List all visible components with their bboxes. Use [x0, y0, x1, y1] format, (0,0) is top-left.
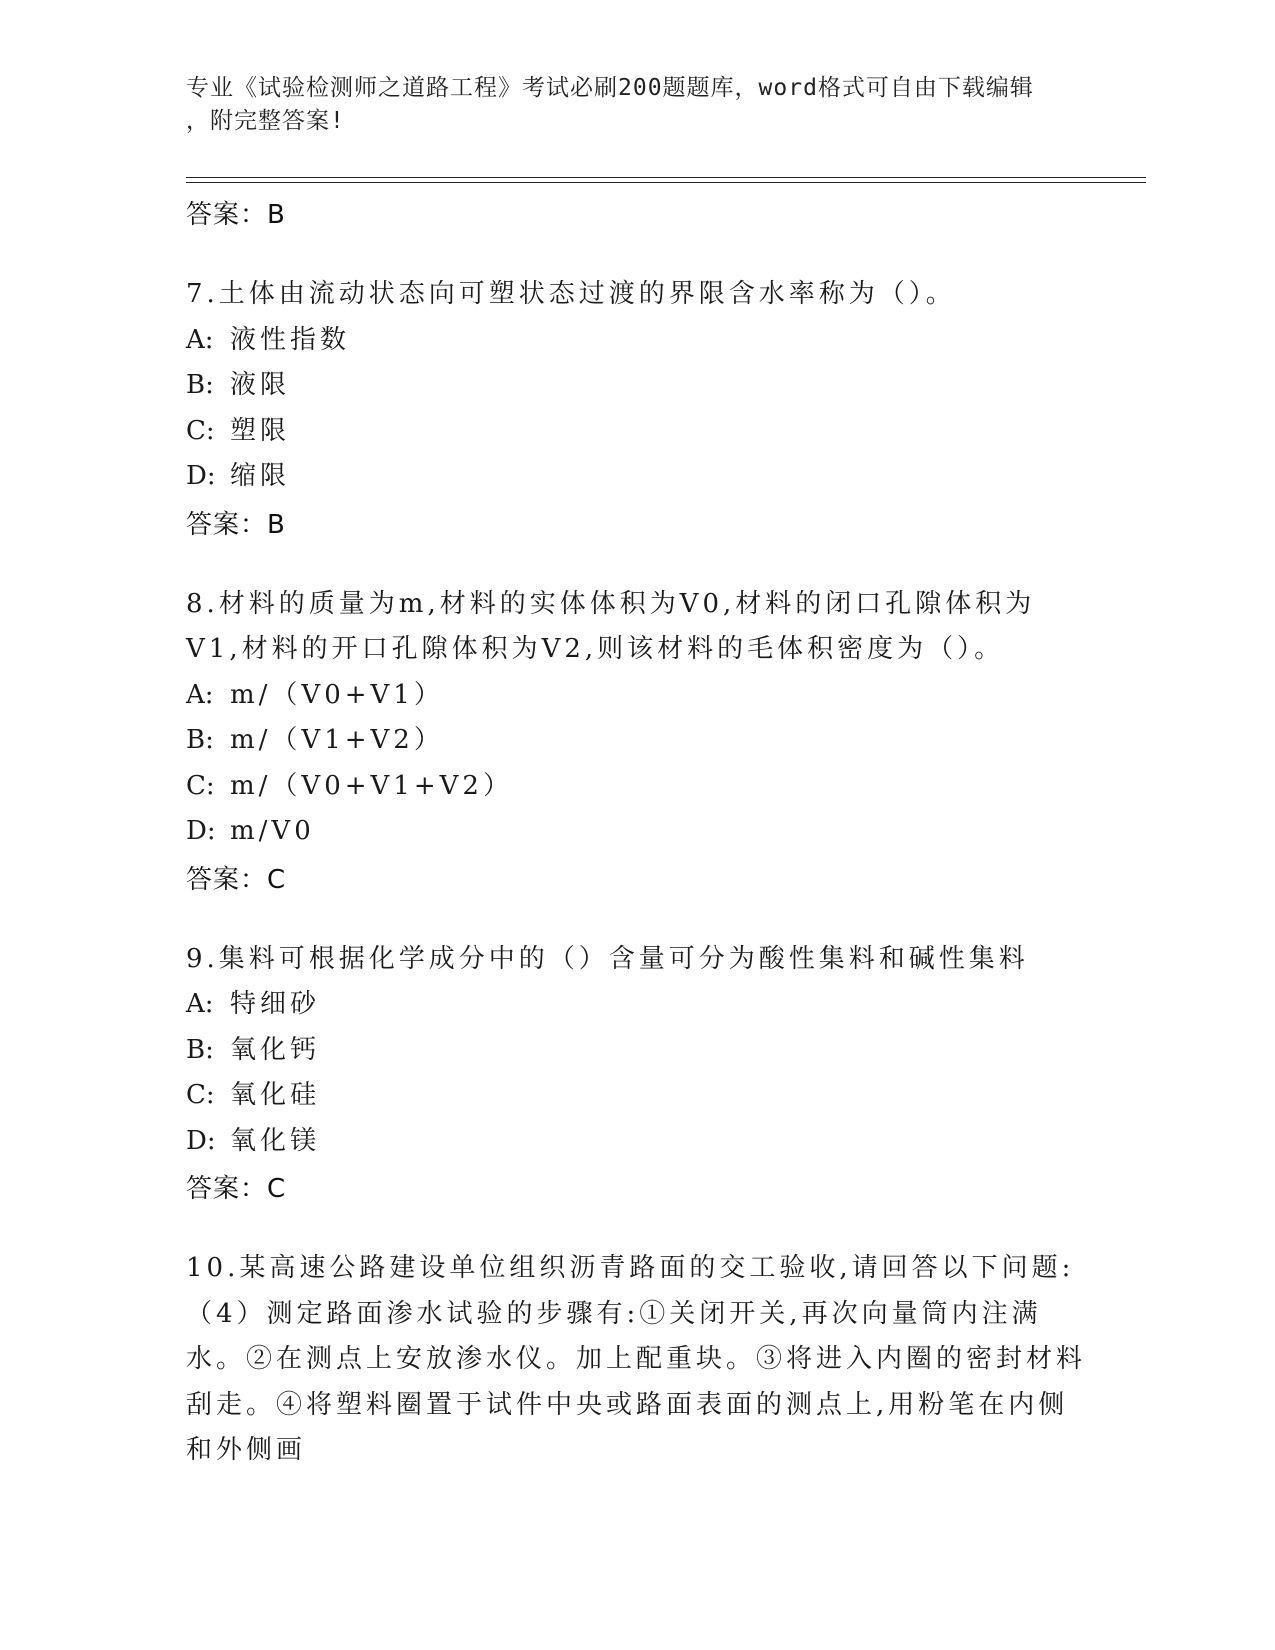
option-key: D:	[186, 1125, 216, 1156]
option-key: C:	[186, 415, 215, 446]
header-rule-bottom	[186, 182, 1146, 183]
option-text: m/（V0+V1）	[230, 679, 444, 710]
question-7	[186, 272, 1086, 544]
option-key: C:	[186, 770, 215, 801]
option-key: D:	[186, 461, 216, 491]
question-9	[186, 937, 1086, 1209]
answer: 答案：B	[186, 509, 286, 540]
option-text: 氧化钙	[230, 1034, 321, 1065]
header-line-2: ，附完整答案!	[186, 108, 345, 134]
question-10	[186, 1246, 1086, 1474]
option-text: 特细砂	[230, 989, 321, 1019]
option-key: D:	[186, 816, 216, 846]
option-c	[186, 409, 1086, 455]
question-stem: 9.集料可根据化学成分中的（）含量可分为酸性集料和碱性集料	[186, 943, 1029, 974]
option-b	[186, 363, 1086, 409]
option-b	[186, 718, 1086, 764]
option-key: A:	[186, 989, 214, 1019]
option-text: m/V0	[230, 816, 315, 846]
option-key: A:	[186, 679, 214, 710]
option-text: 液限	[230, 370, 291, 400]
header-line-1: 专业《试验检测师之道路工程》考试必刷200题题库，word格式可自由下载编辑	[186, 75, 1034, 101]
option-d	[186, 1119, 1086, 1165]
option-a	[186, 318, 1086, 364]
option-text: m/（V1+V2）	[230, 725, 444, 755]
option-text: 塑限	[230, 415, 291, 446]
option-key: C:	[186, 1080, 215, 1110]
previous-answer: 答案：B	[186, 200, 286, 230]
option-key: B:	[186, 1034, 214, 1065]
option-a	[186, 673, 1086, 719]
option-key: B:	[186, 370, 214, 400]
question-list	[186, 190, 1086, 1474]
option-d	[186, 809, 1086, 855]
option-c	[186, 1073, 1086, 1119]
header-rule-top	[186, 177, 1146, 178]
question-stem: 8.材料的质量为m,材料的实体体积为V0,材料的闭口孔隙体积为V1,材料的开口孔隙体积为V2,则该材料的毛体积密度为（）。	[186, 588, 1036, 664]
option-text: 液性指数	[230, 324, 351, 355]
question-8	[186, 582, 1086, 899]
option-d	[186, 454, 1086, 500]
option-a	[186, 982, 1086, 1028]
answer: 答案：C	[186, 1174, 287, 1204]
option-key: A:	[186, 324, 214, 355]
option-text: 氧化镁	[230, 1125, 321, 1156]
option-c	[186, 764, 1086, 810]
option-b	[186, 1028, 1086, 1074]
option-key: B:	[186, 725, 214, 755]
question-stem: 10.某高速公路建设单位组织沥青路面的交工验收,请回答以下问题:（4）测定路面渗水试验的步骤有:①关闭开关,再次向量筒内注满水。②在测点上安放渗水仪。加上配重块。③将进入内圈的密封材料刮走。④将塑料圈置于试件中央或路面表面的测点上,用粉笔在内侧和外侧画	[186, 1253, 1087, 1465]
option-text: 缩限	[230, 461, 291, 491]
option-text: m/（V0+V1+V2）	[230, 770, 513, 801]
answer: 答案：C	[186, 864, 287, 895]
document-header	[186, 72, 1066, 138]
option-text: 氧化硅	[230, 1080, 321, 1110]
question-stem: 7.土体由流动状态向可塑状态过渡的界限含水率称为（）。	[186, 279, 956, 309]
